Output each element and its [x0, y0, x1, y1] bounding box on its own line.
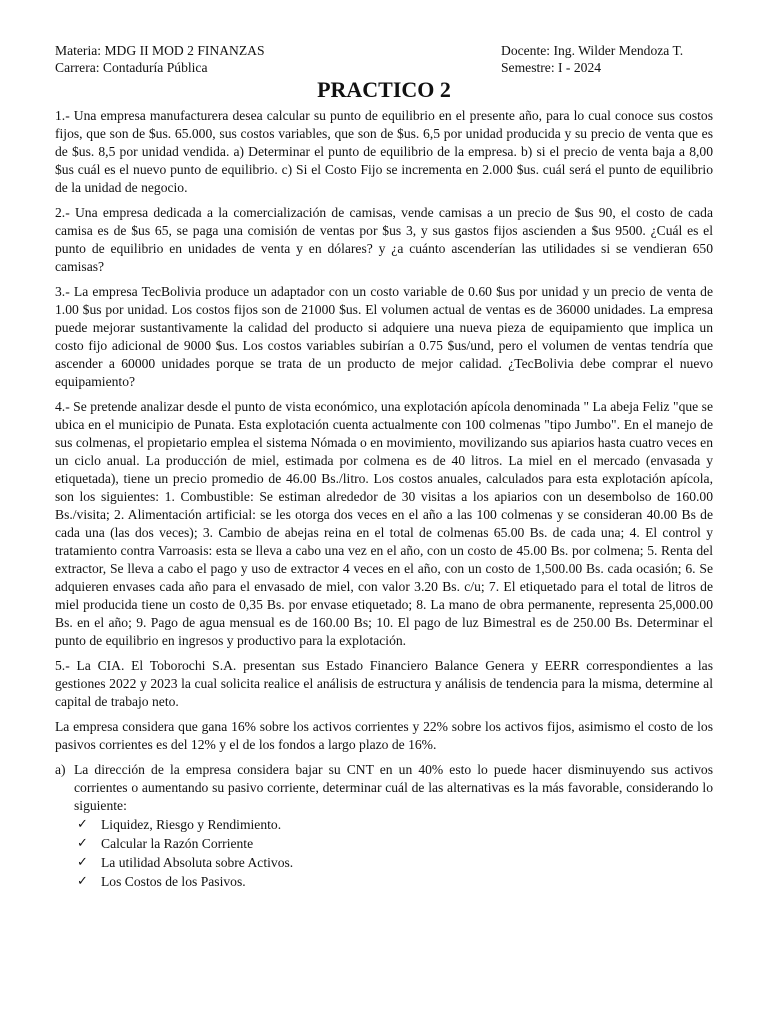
header-left	[55, 42, 265, 76]
criteria-text: La utilidad Absoluta sobre Activos.	[101, 855, 294, 870]
sub-question-text: La dirección de la empresa considera bajar su CNT en un 40% esto lo puede hacer disminuyendo sus activos corrientes o aumentando su pasivo corriente, determinar cuál de las alternativas es la más favorable, considerando lo siguiente:	[74, 762, 713, 813]
checkmark-icon: ✓	[77, 874, 88, 889]
criteria-text: Liquidez, Riesgo y Rendimiento.	[101, 817, 282, 832]
checkmark-icon: ✓	[77, 855, 88, 870]
teacher-label: Docente: Ing. Wilder Mendoza T.	[501, 43, 684, 58]
criteria-text: Los Costos de los Pasivos.	[101, 874, 246, 889]
sub-question-marker: a)	[55, 762, 66, 777]
problem-5-conditions: La empresa considera que gana 16% sobre los activos corrientes y 22% sobre los activos fijos, asimismo el costo de los pasivos corrientes es del 12% y el de los fondos a largo plazo de 16%.	[55, 719, 713, 752]
problem-2: 2.- Una empresa dedicada a la comercialización de camisas, vende camisas a un precio de $us 90, el costo de cada camisa es de $us 65, se paga una comisión de ventas por $us 3, y sus gastos fijos ascienden a $us 9500. ¿Cuál es el punto de equilibrio en unidades de venta y en dólares? y ¿a cuánto ascenderían las utilidades si se vendieran 650 camisas?	[55, 205, 713, 274]
semester-label: Semestre: I - 2024	[501, 60, 602, 75]
header-right	[501, 42, 683, 76]
problem-1: 1.- Una empresa manufacturera desea calcular su punto de equilibrio en el presente año, para lo cual conoce sus costos fijos, que son de $us. 65.000, sus costos variables, que son de $us. 6,5 por unidad producida y su precio de venta que es de $us. 8,5 por unidad vendida. a) Determinar el punto de equilibrio de la empresa. b) si el precio de venta baja a 8,00 $us cuál es el nuevo punto de equilibrio. c) Si el Costo Fijo se incrementa en 2.000 $us. cuál será el punto de equilibrio de la unidad de negocio.	[55, 108, 713, 195]
problem-3: 3.- La empresa TecBolivia produce un adaptador con un costo variable de 0.60 $us por unidad y un precio de venta de 1.00 $us por unidad. Los costos fijos son de 21000 $us. El volumen actual de ventas es de 36000 unidades. La empresa puede mejorar sustantivamente la calidad del producto si adquiere una nueva pieza de equipamiento que implica un costo fijo adicional de 9000 $us. Los costos variables subirían a 0.75 $us/und, pero el volumen de ventas tendría que ascender a 60000 unidades porque se trata de un producto de mejor calidad. ¿TecBolivia debe comprar el nuevo equipamiento?	[55, 284, 713, 389]
list-item	[77, 815, 713, 834]
checkmark-icon: ✓	[77, 836, 88, 851]
list-item	[77, 872, 713, 891]
career-label: Carrera: Contaduría Pública	[55, 60, 208, 75]
list-item	[77, 853, 713, 872]
criteria-checklist	[55, 815, 713, 891]
subject-label: Materia: MDG II MOD 2 FINANZAS	[55, 43, 265, 58]
page-title: PRACTICO 2	[317, 77, 451, 102]
problem-4: 4.- Se pretende analizar desde el punto de vista económico, una explotación apícola denominada " La abeja Feliz "que se ubica en el municipio de Punata. Esta explotación cuenta actualmente con 100 colmenas "tipo Jumbo". En el manejo de sus colmenas, el propietario emplea el sistema Nómada o en movimiento, movilizando sus apiarios hasta cuatro veces en un ciclo anual. La producción de miel, estimada por colmena es de 40 litros. La miel en el mercado (envasada y etiquetada), tiene un precio promedio de 46.00 Bs./litro. Los costos anuales, calculados para esta explotación apícola, son los siguientes: 1. Combustible: Se estiman alrededor de 30 visitas a los apiarios con un desembolso de 160.00 Bs./visita; 2. Alimentación artificial: se les otorga dos veces en el año a las 100 colmenas y se consideran 40.00 Bs de cada una (las dos veces); 3. Cambio de abejas reina en el total de colmenas 65.00 Bs. de cada una; 4. El control y tratamiento contra Varroasis: esta se lleva a cabo una vez en el año, con un costo de 45.00 Bs. por colmena; 5. Renta del extractor, Se lleva a cabo el pago y uso de extractor 4 veces en el año, con un costo de 1,500.00 Bs. cada ocasión; 6. Se adquieren envases cada año para el envasado de miel, con valor 3.20 Bs. c/u; 7. El etiquetado para el total de litros de miel producida tiene un costo de 0,35 Bs. por envase etiquetado; 8. La mano de obra permanente, representa 25,000.00 Bs. en el año; 9. Pago de agua mensual es de 160.00 Bs; 10. El pago de luz Bimestral es de 250.00 Bs. Determinar el punto de equilibrio en ingresos y productivo para la explotación.	[55, 399, 713, 648]
document-header	[55, 42, 713, 76]
sub-question-a	[55, 761, 713, 815]
problem-5: 5.- La CIA. El Toborochi S.A. presentan sus Estado Financiero Balance Genera y EERR correspondientes a las gestiones 2022 y 2023 la cual solicita realice el análisis de estructura y análisis de tendencia para la misma, determine al capital de trabajo neto.	[55, 658, 713, 709]
checkmark-icon: ✓	[77, 817, 88, 832]
list-item	[77, 834, 713, 853]
criteria-text: Calcular la Razón Corriente	[101, 836, 254, 851]
